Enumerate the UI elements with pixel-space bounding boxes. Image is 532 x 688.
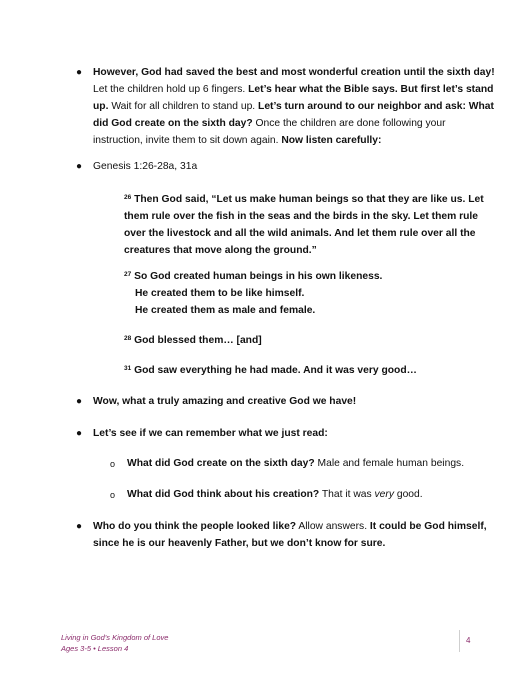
- verse-text: over the livestock and all the wild animals. And let them rule over all the: [124, 228, 476, 239]
- verse-text: God blessed them… [and]: [131, 335, 262, 346]
- scripture-reference: [93, 158, 197, 175]
- text: Once the children are done following your: [252, 118, 446, 129]
- scripture-verse-31: [124, 360, 417, 379]
- footer-subtitle: Ages 3-5 • Lesson 4: [61, 644, 129, 653]
- text-bold: However, God had saved the best and most wonderful creation until the sixth day!: [93, 67, 495, 78]
- scripture-verse-28: [124, 330, 262, 349]
- verse-number: 31: [124, 365, 132, 372]
- text-bold: Now listen carefully:: [281, 135, 382, 146]
- question-text: What did God think about his creation?: [127, 489, 320, 500]
- sub-bullet-icon: o: [110, 490, 116, 500]
- verse-text: He created them as male and female.: [135, 305, 316, 316]
- bullet-icon: ●: [76, 396, 83, 407]
- verse-text: So God created human beings in his own likeness.: [131, 271, 383, 282]
- text-bold: did God create on the sixth day?: [93, 118, 253, 129]
- text-bold: It could be God himself,: [369, 521, 487, 532]
- bullet-icon: ●: [76, 67, 83, 78]
- page-number: 4: [466, 636, 471, 645]
- paragraph-people-looked-like: [93, 518, 487, 552]
- question-text: What did God create on the sixth day?: [127, 458, 315, 469]
- text: Let the children hold up 6 fingers.: [93, 84, 249, 95]
- text-bold: Who do you think the people looked like?: [93, 521, 297, 532]
- verse-number: 28: [124, 335, 132, 342]
- text: instruction, invite them to sit down again.: [93, 135, 282, 146]
- text-bold: Let’s turn around to our neighbor and ask: What: [258, 101, 494, 112]
- answer-text: good.: [393, 489, 423, 500]
- paragraph-remember-prompt: [93, 425, 328, 442]
- verse-text: God saw everything he had made. And it was very good…: [131, 365, 417, 376]
- verse-text: creatures that move along the ground.”: [124, 245, 317, 256]
- scripture-verse-26: [124, 189, 484, 259]
- page-footer: [61, 632, 168, 654]
- answer-text: That it was: [319, 489, 375, 500]
- footer-divider: [459, 630, 460, 652]
- footer-title: Living in God’s Kingdom of Love: [61, 633, 169, 642]
- answer-text: Male and female human beings.: [314, 458, 465, 469]
- question-sixth-day: [127, 455, 464, 472]
- text: Genesis 1:26-28a, 31a: [93, 161, 198, 172]
- sub-bullet-icon: o: [110, 459, 116, 469]
- bullet-icon: ●: [76, 521, 83, 532]
- scripture-verse-27: [124, 266, 382, 319]
- text: Allow answers.: [296, 521, 370, 532]
- paragraph-sixth-day-intro: [93, 64, 493, 149]
- question-creation-opinion: [127, 486, 423, 503]
- bullet-icon: ●: [76, 428, 83, 439]
- text-bold: Wow, what a truly amazing and creative God we have!: [93, 396, 357, 407]
- text-bold: Let’s hear what the Bible says. But first let’s stand: [248, 84, 494, 95]
- verse-number: 27: [124, 271, 132, 278]
- verse-text: Then God said, “Let us make human beings so that they are like us. Let: [131, 194, 484, 205]
- verse-text: them rule over the fish in the seas and the birds in the sky. Let them rule: [124, 211, 478, 222]
- text-bold: since he is our heavenly Father, but we don’t know for sure.: [93, 538, 386, 549]
- text-bold: up.: [93, 101, 109, 112]
- verse-text: He created them to be like himself.: [135, 288, 305, 299]
- verse-number: 26: [124, 194, 132, 201]
- text: Wait for all children to stand up.: [108, 101, 259, 112]
- text-bold: Let’s see if we can remember what we just read:: [93, 428, 328, 439]
- bullet-icon: ●: [76, 161, 83, 172]
- answer-text-italic: very: [374, 489, 394, 500]
- paragraph-amazing-god: [93, 393, 356, 410]
